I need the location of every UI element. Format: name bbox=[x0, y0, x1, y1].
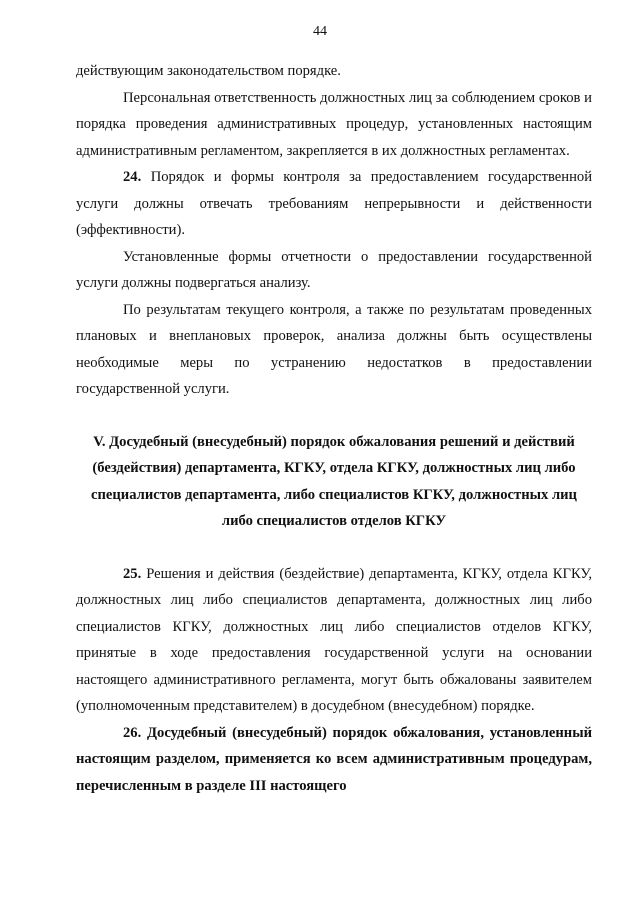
paragraph bbox=[76, 85, 592, 165]
paragraph-text: действующим законодательством порядке. bbox=[76, 63, 341, 79]
paragraph-text: По результатам текущего контроля, а также по результатам проведенных плановых и внеплановых проверок, анализа должны быть осуществлены необходимые меры по устранению недостатков в предоставлении государственной услуги. bbox=[76, 301, 592, 397]
paragraph-number: 24. bbox=[123, 169, 142, 185]
section-heading: V. Досудебный (внесудебный) порядок обжалования решений и действий (бездействия) департамента, КГКУ, отдела КГКУ, должностных лиц либо специалистов департамента, либо специалистов КГКУ, должностных лиц либо специалистов отделов КГКУ bbox=[91, 433, 577, 529]
paragraph-text: Установленные формы отчетности о предоставлении государственной услуги должны подвергаться анализу. bbox=[76, 248, 592, 291]
paragraph-text: Порядок и формы контроля за предоставлением государственной услуги должны отвечать требованиям непрерывности и действенности (эффективности). bbox=[76, 169, 592, 238]
paragraph-24 bbox=[76, 164, 592, 244]
paragraph bbox=[76, 297, 592, 403]
paragraph-text: Решения и действия (бездействие) департамента, КГКУ, отдела КГКУ, должностных лиц либо специалистов департамента, должностных лиц либо специалистов КГКУ, должностных лиц либо специалистов отделов КГКУ, принятые в ходе предоставления государственной услуги на основании настоящего административного регламента, могут быть обжалованы заявителем (уполномоченным представителем) в досудебном (внесудебном) порядке. bbox=[76, 565, 592, 714]
paragraph-number: 25. bbox=[123, 565, 142, 582]
paragraph-text: Досудебный (внесудебный) порядок обжалования, установленный настоящим разделом, применяется ко всем административным процедурам, перечисленным в разделе III настоящего bbox=[76, 724, 592, 794]
page-number: 44 bbox=[313, 24, 327, 39]
paragraph bbox=[76, 244, 592, 297]
document-body bbox=[76, 58, 592, 799]
paragraph bbox=[76, 58, 592, 85]
paragraph-25 bbox=[76, 561, 592, 720]
paragraph-number: 26. bbox=[123, 724, 142, 741]
paragraph-26 bbox=[76, 720, 592, 800]
paragraph-text: Персональная ответственность должностных лиц за соблюдением сроков и порядка проведения административных процедур, установленных настоящим административным регламентом, закрепляется в их должностных регламентах. bbox=[76, 89, 592, 159]
